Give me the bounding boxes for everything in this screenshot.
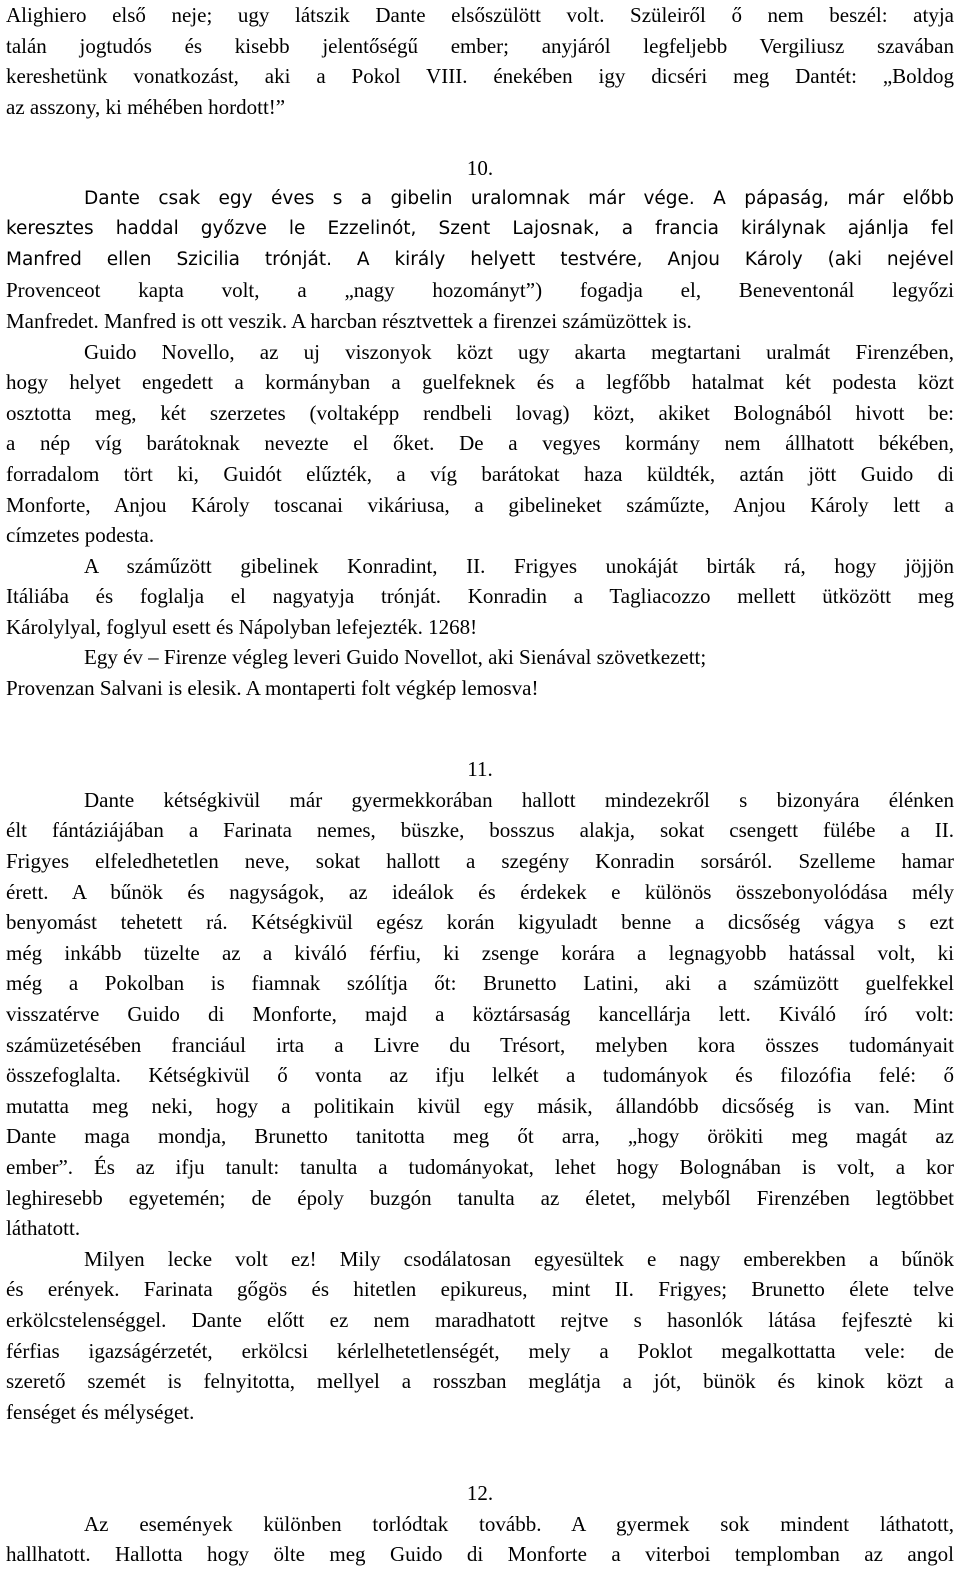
text-line: Manfredet. Manfred is ott veszik. A harcban résztvettek a firenzei számüzöttek is.: [6, 308, 692, 333]
text-line: hallhatott. Hallotta hogy ölte meg Guido di Monforte a viterboi templomban az angol: [6, 1542, 954, 1567]
spacer: [6, 1458, 954, 1478]
text-line: Az események különben torlódtak tovább. A gyermek sok mindent láthatott,: [84, 1511, 954, 1536]
text-line: összefoglalta. Kétségkivül ő vonta az ifju lelkét a tudományok és filozófia felé: ő: [6, 1063, 954, 1088]
text-line: ember”. És az ifju tanult: tanulta a tudományokat, lehet hogy Bolognában is volt, a kor: [6, 1154, 954, 1179]
text-line: Frigyes elfeledhetetlen neve, sokat hallott a szegény Konradin sorsáról. Szelleme hamar: [6, 849, 954, 874]
text-line: az asszony, ki méhében hordott!”: [6, 94, 286, 119]
text-line: Dante maga mondja, Brunetto tanitotta meg őt arra, „hogy örökiti meg magát az: [6, 1124, 954, 1149]
text-line: erkölcstelenséggel. Dante előtt ez nem maradhatott rejtve s hasonlók látása fejfesztė ki: [6, 1307, 954, 1332]
text-line: visszatérve Guido di Monforte, majd a köztársaság kancellárja lett. Kiváló író volt:: [6, 1002, 954, 1026]
text-line: Itáliába és foglalja el nagyatyja trónját. Konradin a Tagliacozzo mellett ütközött meg: [6, 584, 954, 609]
spacer: [6, 1427, 954, 1458]
text-line: Alighiero első neje; ugy látszik Dante elsőszülött volt. Szüleiről ő nem beszél: atyja: [6, 3, 954, 27]
text-line: Milyen lecke volt ez! Mily csodálatosan egyesültek e nagy emberekben a bűnök: [84, 1246, 954, 1271]
text-line: osztotta meg, két szerzetes (voltaképp rendbeli lovag) közt, akiket Bolognából hivott be:: [6, 400, 954, 425]
text-line: leghiresebb egyetemén; de époly buzgón tanulta az életet, melyből Firenzében legtöbbet: [6, 1185, 954, 1210]
text-line: kereshetünk vonatkozást, aki a Pokol VIII. énekében igy dicséri meg Dantét: „Boldog: [6, 64, 954, 89]
text-line: még inkább tüzelte az a kiváló férfiu, ki zsenge korára a legnagyobb hatással volt, ki: [6, 940, 954, 965]
opening-paragraph: [6, 0, 954, 122]
spacer: [6, 734, 954, 754]
section-12-body: [6, 1509, 954, 1570]
text-line: keresztes haddal győzve le Ezzelinót, Szent Lajosnak, a francia királynak ajánlja fel: [6, 218, 954, 240]
text-line: láthatott.: [6, 1216, 81, 1241]
text-line: A száműzött gibelinek Konradint, II. Frigyes unokáját birták rá, hogy jöjjön: [84, 553, 954, 578]
text-line: férfias igazságérzetét, erkölcsi kérlelhetetlenségét, mely a Poklot megalkottatta vele: de: [6, 1338, 954, 1363]
section-number-11: 11.: [467, 757, 493, 782]
text-line: hogy helyet engedett a kormányban a guelfeknek és a legfőbb hatalmat két podesta közt: [6, 370, 954, 395]
section-number-10: 10.: [466, 155, 494, 180]
text-line: mutatta meg neki, hogy a politikain kivül egy másik, állandóbb dicsőség is van. Mint: [6, 1093, 954, 1118]
text-line: Károlylyal, foglyul esett és Nápolyban lefejezték. 1268!: [6, 614, 478, 639]
text-line: Dante kétségkivül már gyermekkorában hallott mindezekről s bizonyára élénken: [84, 787, 954, 812]
text-line: Provenceot kapta volt, a „nagy hozományt”) fogadja el, Beneventonál legyőzi: [6, 278, 954, 303]
section-number-12: 12.: [466, 1480, 494, 1505]
text-line: Provenzan Salvani is elesik. A montaperti folt végkép lemosva!: [6, 676, 539, 701]
text-line: szerető szemét is felnyitotta, mellyel a rosszban meglátja a jót, bünök és kinok közt a: [6, 1369, 954, 1394]
section-11-body: [6, 785, 954, 1427]
text-line: Dante csak egy éves s a gibelin uralomnak már vége. A pápaság, már előbb: [84, 187, 954, 209]
text-line: talán jogtudós és kisebb jelentőségű ember; anyjáról legfeljebb Vergiliusz szavában: [6, 33, 954, 58]
text-line: Guido Novello, az uj viszonyok közt ugy akarta megtartani uralmát Firenzében,: [84, 339, 954, 364]
text-line: Manfred ellen Szicilia trónját. A király helyett testvére, Anjou Károly (aki nejével: [6, 248, 954, 270]
text-line: érett. A bűnök és nagyságok, az ideálok és érdekek e különös összebonyolódása mély: [6, 879, 954, 904]
spacer: [6, 122, 954, 153]
text-line: címzetes podesta.: [6, 523, 155, 548]
text-line: benyomást tehetett rá. Kétségkivül egész korán kigyuladt benne a dicsőség vágya s ezt: [6, 910, 954, 935]
text-line: a nép víg barátoknak nevezte el őket. De a vegyes kormány nem állhatott békében,: [6, 431, 954, 456]
text-line: Egy év – Firenze végleg leveri Guido Novellot, aki Sienával szövetkezett;: [84, 645, 707, 670]
document-page: [6, 0, 954, 1570]
text-line: és erények. Farinata gőgös és hitetlen epikureus, mint II. Frigyes; Brunetto élete telve: [6, 1277, 954, 1302]
text-line: számüzetésében franciául irta a Livre du Trésort, melyben kora összes tudományait: [6, 1032, 954, 1057]
text-line: forradalom tört ki, Guidót elűzték, a víg barátokat haza küldték, aztán jött Guido di: [6, 461, 954, 486]
spacer: [6, 704, 954, 735]
text-line: Monforte, Anjou Károly toscanai vikáriusa, a gibelineket száműzte, Anjou Károly lett a: [6, 492, 954, 517]
section-10-body: [6, 184, 954, 704]
text-line: még a Pokolban is fiamnak szólítja őt: Brunetto Latini, aki a számüzött guelfekkel: [6, 971, 954, 996]
text-line: fenséget és mélységet.: [6, 1399, 195, 1424]
text-line: élt fántáziájában a Farinata nemes, büszke, bosszus alakja, sokat csengett fülébe a II.: [6, 818, 954, 843]
